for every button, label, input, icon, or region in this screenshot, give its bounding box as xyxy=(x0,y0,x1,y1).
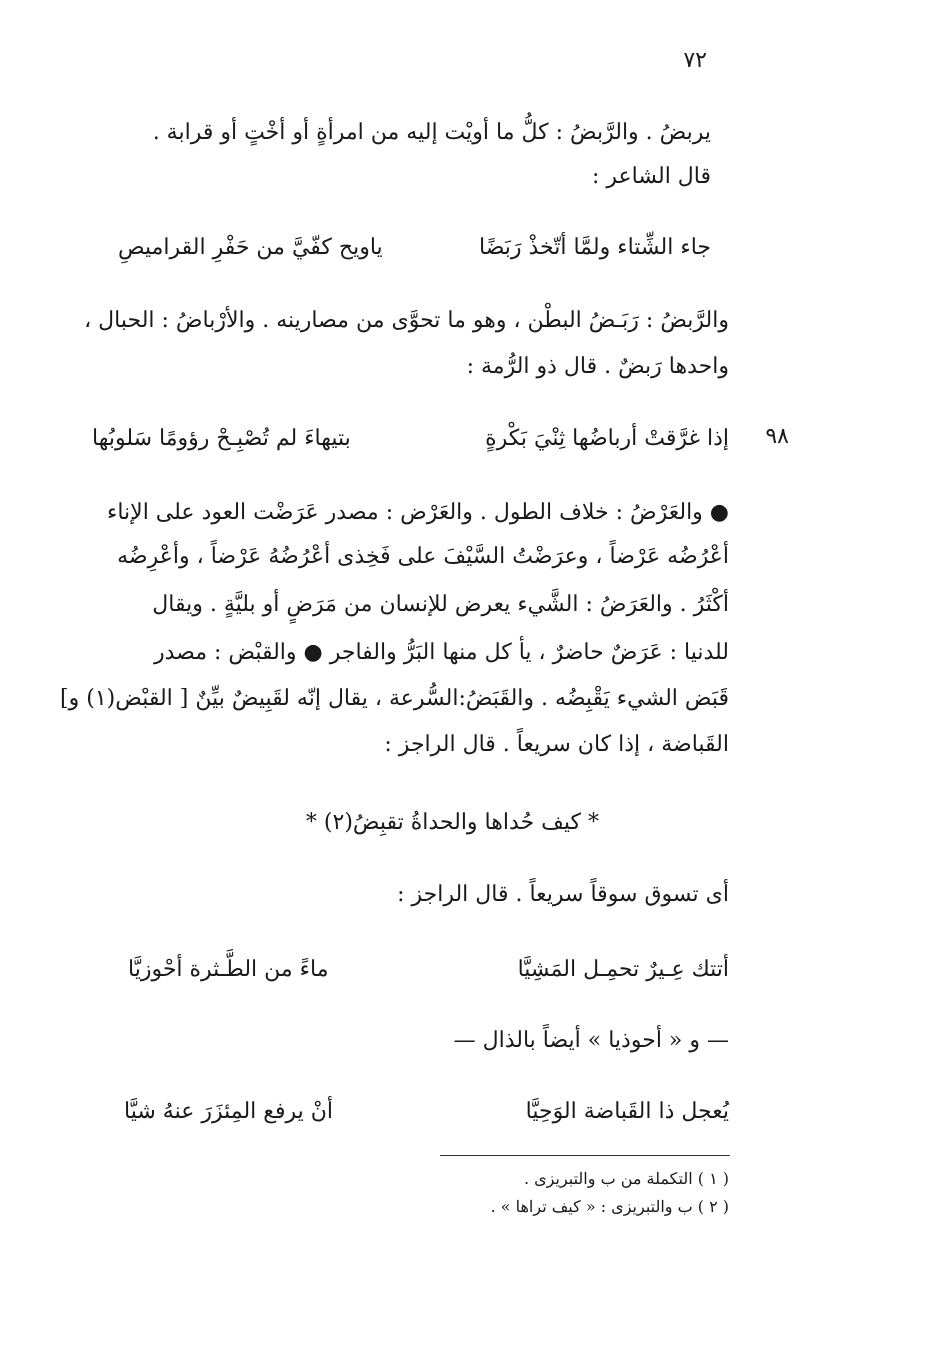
text-line: للدنيا : عَرَضٌ حاضرٌ ، يأ كل منها البَرُّ والفاجر ● والقبْض : مصدر xyxy=(153,640,729,665)
text-line: أعْرُضُه عَرْضاً ، وعرَضْتُ السَّيْفَ على فَخِذى أعْرُضُهُ عَرْضاً ، وأعْرِضُه xyxy=(117,544,729,569)
footnote-divider xyxy=(440,1155,730,1156)
hemistich: أنْ يرفع المِئزَرَ عنهُ شيَّا xyxy=(124,1099,333,1124)
text-line: ● والعَرْضُ : خلاف الطول . والعَرْض : مصدر عَرَضْت العود على الإناء xyxy=(106,500,729,525)
hemistich: بتيهاءَ لم تُصْبِـحْ رؤومًا سَلوبُها xyxy=(92,426,351,451)
hemistich: يُعجل ذا القَباضة الوَحِيَّا xyxy=(525,1099,729,1124)
hemistich: إذا غرَّقتْ أرباضُها ثِنْيَ بَكْرةٍ xyxy=(485,426,729,451)
hemistich: ياويح كفّيَّ من حَفْرِ القراميصِ xyxy=(118,235,383,260)
verse-line xyxy=(485,424,729,454)
page-number: ٧٢ xyxy=(683,48,707,73)
verse-line-second xyxy=(118,233,383,263)
text-line: قَبَض الشيء يَقْبِضُه . والقَبَضُ:السُّرعة ، يقال إنّه لقَبِيضٌ بيِّنٌ [ القبْض(١) و] xyxy=(60,686,729,711)
text-line: واحدها رَبضٌ . قال ذو الرُّمة : xyxy=(466,354,729,379)
verse-line xyxy=(479,233,711,263)
rajaz-line: * كيف حُداها والحداةُ تقبِضُ(٢) * xyxy=(305,810,599,835)
text-line: يربضُ . والرَّبضُ : كلُّ ما أويْت إليه من امرأةٍ أو أخْتٍ أو قرابة . xyxy=(152,120,711,145)
verse-number: ٩٨ xyxy=(765,424,789,449)
text-line: — و « أحوذيا » أيضاً بالذال — xyxy=(453,1028,729,1053)
verse-line-second xyxy=(124,1097,333,1127)
hemistich: أتتك عِـيرٌ تحمِـل المَشِيَّا xyxy=(517,957,729,982)
footnote: ( ١ ) التكملة من ب والتبريزى . xyxy=(523,1169,729,1188)
text-line: والرَّبضُ : رَبَـضُ البطْن ، وهو ما تحوَّى من مصارينه . والأرْباضُ : الحبال ، xyxy=(84,308,729,333)
text-line: أى تسوق سوقاً سريعاً . قال الراجز : xyxy=(397,882,729,907)
hemistich: ماءً من الطَّـثرة أحْوزيَّا xyxy=(128,957,329,982)
text-line: القَباضة ، إذا كان سريعاً . قال الراجز : xyxy=(384,732,729,757)
verse-line-second xyxy=(128,955,328,985)
verse-line-second xyxy=(92,424,351,454)
verse-line xyxy=(526,1097,729,1127)
text-line: قال الشاعر : xyxy=(591,164,711,189)
text-line: أكْثَرُ . والعَرَضُ : الشَّيء يعرض للإنسان من مَرَضٍ أو بليَّةٍ . ويقال xyxy=(152,592,729,617)
verse-line xyxy=(518,955,729,985)
footnote: ( ٢ ) ب والتبريزى : « كيف تراها » . xyxy=(490,1197,729,1216)
hemistich: جاء الشِّتاء ولمَّا أتّخذْ رَبَضًا xyxy=(478,235,711,260)
